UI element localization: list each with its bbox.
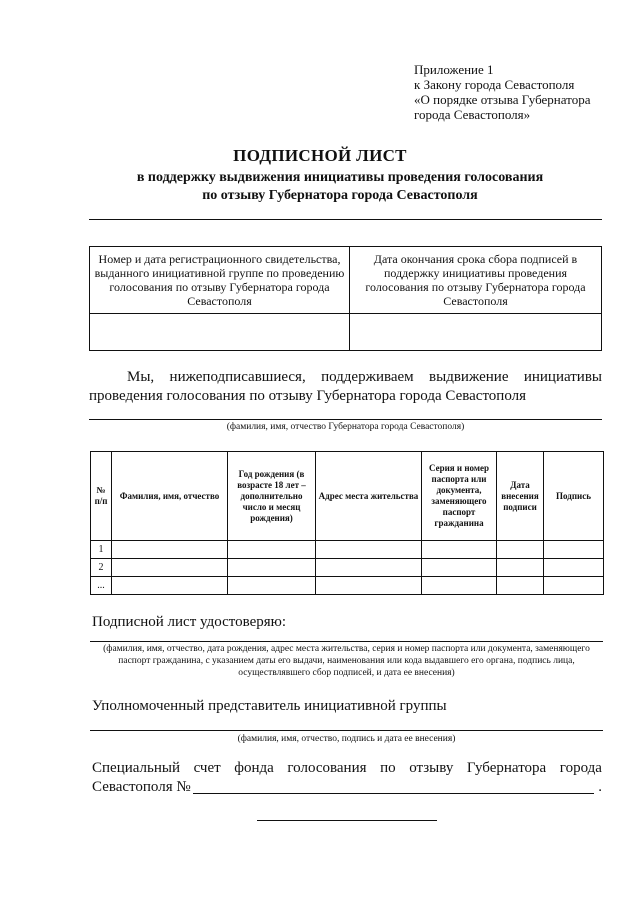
table-row xyxy=(91,559,604,577)
registration-number-field[interactable] xyxy=(90,314,350,351)
passport-cell[interactable] xyxy=(422,559,497,577)
birth-cell[interactable] xyxy=(228,577,316,595)
account-line-1: Специальный счет фонда голосования по отзыву Губернатора города xyxy=(92,760,602,776)
date-cell[interactable] xyxy=(497,541,544,559)
representative-line[interactable] xyxy=(90,730,603,731)
signature-cell[interactable] xyxy=(544,577,604,595)
support-text: Мы, нижеподписавшиеся, поддерживаем выдвижение инициативы проведения голосования по отзыву Губернатора города Севастополя xyxy=(89,369,602,404)
subtitle-line-1: в поддержку выдвижения инициативы проведения голосования xyxy=(136,170,544,185)
collection-end-date-field[interactable] xyxy=(350,314,602,351)
address-cell[interactable] xyxy=(316,541,422,559)
address-cell[interactable] xyxy=(316,559,422,577)
certify-caption: (фамилия, имя, отчество, дата рождения, адрес места жительства, серия и номер паспорта или документа, заменяющего паспорт гражданина, с указанием даты его выдачи, наименования или кода выдавшего его органа, подпись лица, осуществлявшего сбор подписей, и дата ее внесения) xyxy=(103,644,590,678)
signature-cell[interactable] xyxy=(544,559,604,577)
registration-table xyxy=(89,246,602,351)
col-birth-header: Год рождения (в возрасте 18 лет – дополнительно число и месяц рождения) xyxy=(228,452,316,541)
birth-cell[interactable] xyxy=(228,559,316,577)
page-title: ПОДПИСНОЙ ЛИСТ xyxy=(233,146,407,165)
footer-rule xyxy=(257,820,437,821)
col-address-header: Адрес места жительства xyxy=(316,452,422,541)
table-row xyxy=(91,577,604,595)
governor-caption: (фамилия, имя, отчество Губернатора города Севастополя) xyxy=(226,422,465,432)
table-row xyxy=(91,541,604,559)
collection-end-date-header: Дата окончания срока сбора подписей в поддержку инициативы проведения голосования по отзыву Губернатора города Севастополя xyxy=(350,247,602,314)
registration-number-header: Номер и дата регистрационного свидетельства, выданного инициативной группе по проведению голосования по отзыву Губернатора города Севастополя xyxy=(90,247,350,314)
governor-name-line[interactable] xyxy=(89,419,602,420)
col-date-header: Дата внесения подписи xyxy=(497,452,544,541)
title-underline xyxy=(89,219,602,220)
certify-label: Подписной лист удостоверяю: xyxy=(92,614,287,630)
name-cell[interactable] xyxy=(112,541,228,559)
row-number: ... xyxy=(91,577,112,595)
signature-table xyxy=(90,451,604,595)
date-cell[interactable] xyxy=(497,577,544,595)
name-cell[interactable] xyxy=(112,577,228,595)
appendix-line: города Севастополя» xyxy=(414,107,531,122)
appendix-line: «О порядке отзыва Губернатора xyxy=(414,92,591,107)
appendix-line: Приложение 1 xyxy=(414,62,494,77)
account-line-2: Севастополя № . xyxy=(92,779,602,795)
representative-caption: (фамилия, имя, отчество, подпись и дата ее внесения) xyxy=(237,734,456,744)
col-name-header: Фамилия, имя, отчество xyxy=(112,452,228,541)
certify-line[interactable] xyxy=(90,641,603,642)
col-signature-header: Подпись xyxy=(544,452,604,541)
special-account xyxy=(92,759,602,797)
col-number-header: № п/п xyxy=(91,452,112,541)
date-cell[interactable] xyxy=(497,559,544,577)
account-number-field[interactable] xyxy=(193,778,595,794)
passport-cell[interactable] xyxy=(422,541,497,559)
appendix-line: к Закону города Севастополя xyxy=(414,77,575,92)
subtitle-line-2: по отзыву Губернатора города Севастополя xyxy=(202,188,478,203)
row-number: 1 xyxy=(91,541,112,559)
birth-cell[interactable] xyxy=(228,541,316,559)
representative-label: Уполномоченный представитель инициативной группы xyxy=(92,698,447,714)
support-statement xyxy=(89,368,602,406)
address-cell[interactable] xyxy=(316,577,422,595)
signature-cell[interactable] xyxy=(544,541,604,559)
appendix-note xyxy=(414,62,590,122)
passport-cell[interactable] xyxy=(422,577,497,595)
col-passport-header: Серия и номер паспорта или документа, заменяющего паспорт гражданина xyxy=(422,452,497,541)
name-cell[interactable] xyxy=(112,559,228,577)
page-subtitle xyxy=(80,169,600,205)
account-number-label: Севастополя № xyxy=(92,779,191,795)
row-number: 2 xyxy=(91,559,112,577)
